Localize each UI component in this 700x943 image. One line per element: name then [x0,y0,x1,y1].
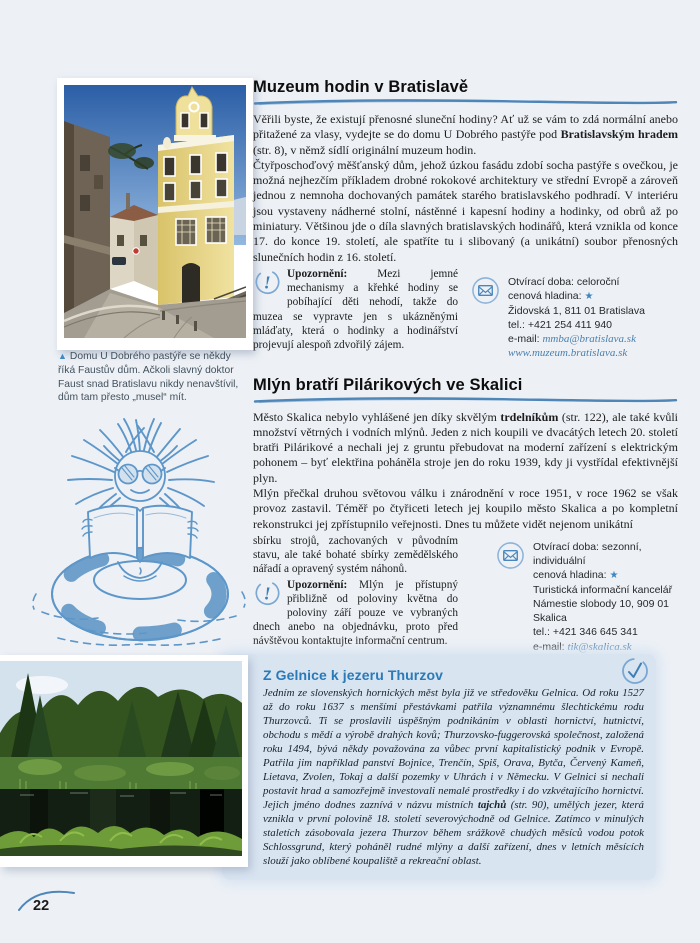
section2-warning-text: Upozornění: Mlýn je přístupný přibližně od poloviny května do poloviny září pouze ve vybraných dnech anebo na objednávku, proto před návštěvou kontaktujte informační centrum. [253,578,458,648]
website-link[interactable]: www.muzeum.bratislava.sk [508,347,628,360]
section1-contact-block [471,275,645,361]
thurzov-lake-photo [0,655,248,867]
price-level: cenová hladina: ★ [533,569,619,582]
svg-text:!: ! [263,583,271,604]
email-link[interactable]: tik@skalica.sk [567,640,632,653]
email-line: e-mail: mmba@bratislava.sk [508,333,636,346]
infobox-body: Jedním ze slovenských hornických měst byla již ve středověku Gelnica. Od roku 1527 až do roku 1637 s menšími přestávkami patřila významnému šlechtickému rodu Thurzovců. Ti se proslavili úspěšným podnikáním v oblasti hornictví, hutnictví, obchodu s mědí a výrobě drahých kovů; Thurzovsko-fuggerovská společnost, založená roku 1494, bývá někdy považována za vůbec první kapitalistický podnik v Evropě. Patřila jim například panství Bojnice, Trenčín, Spiš, Orava, Bytča, Červený Kameň, Lietava, Zvolen, Tokaj a další pozemky v Uhrách i v Německu. V Gelnici si nechali postavit hrad a samozřejmě investovali nemalé prostředky i do vzkvétajícího hornictví. Jejich jméno dodnes zaznívá v názvu místních tajchů (str. 90), umělých jezer, která vznikla v první polovině 18. století severovýchodně od Gelnice. Zatímco v minulých staletích zásobovala jezera Thurzov během srážkově chudých měsíců vodou potok Schlossgrund, který poháněl rudné mlýny a další zařízení, dnes v letních měsících slouží jako oblíbené koupaliště a rekreační oblast. [263,687,645,867]
caption-text: Domu U Dobrého pastýře se někdy říká Faustův dům. Ačkoli slavný doktor Faust snad Bratislavu nikdy nenavštívil, dům tam přesto „musel“ mít. [58,351,239,404]
address: Námestie slobody 10, 909 01 Skalica [533,598,670,625]
section1-paragraph-2: Čtyřposchoďový měšťanský dům, jehož úzkou fasádu zdobí socha pastýře s ovečkou, je možná nejhezčím příkladem drobné rokokové architektury ve střední Evropě a zároveň jednou z nemnoha dochovaných památek starého bratislavského podhradí. V interiéru jsou vystaveny nádherné stolní, nástěnné i kapesní hodiny a hodinky, od obrů až po miniatury. Většinou jde o díla slavných bratislavských hodinářů, která vznikla od konce 17. do konce 19. století, ale spatříte tu i slibovaný (a unikátní) soubor přenosných slunečních hodin z 16. století. [253,157,678,264]
infobox-title: Z Gelnice k jezeru Thurzov [263,667,443,683]
check-circle-icon [620,656,650,686]
section-muzeum-hodin [253,77,678,361]
section2-paragraph-1: Město Skalica nebylo vyhlášené jen díky skvělým trdelníkům (str. 122), ale také kvůli množství větrných i vodních mlýnů. Jeden z nich koupili ve dvacátých letech 20. století bratři Pilárikové a nechali jej z gruntu přebudovat na moderní zařízení s elektrickým pohonem – byť elektřina poháněla stroje jen do roku 1939, kdy ji vystřídal efektivnější plyn. [253,409,678,485]
star-icon: ★ [584,291,594,303]
info-envelope-icon [471,276,500,305]
main-text-column [253,70,678,668]
brush-underline [253,99,678,106]
section1-title: Muzeum hodin v Bratislavě [253,78,469,96]
section-mlyn-pilarikovych [253,375,678,668]
swim-ring-reader-cartoon [28,416,253,656]
bratislava-street-illustration [64,85,246,338]
section2-paragraph-2: Mlýn přečkal druhou světovou válku i znárodnění v roce 1951, v roce 1962 se však provoz zastavil. Téměř po čtyřiceti letech jej koupilo město Skalica a po kompletní rekonstrukci jej zpřístupnilo veřejnosti. Dnes tu můžete vidět nejenom unikátní [253,486,678,531]
swim-ring-reader-illustration [28,416,253,651]
thurzov-lake-illustration [0,661,242,856]
brush-underline [253,397,678,404]
opening-hours: Otvírací doba: sezonní, individuální [533,540,642,567]
svg-text:!: ! [263,272,271,293]
warning-icon [253,268,282,296]
section1-warning-text: Upozornění: Mezi jemné mechanismy a křehké hodiny se pobíhající děti nehodí, takže do muzea se vypravte jen s ukázněnými mláďaty, která o hodinky a hodinářství projevují alespoň zdvořilý zájem. [253,267,458,351]
section2-left-column [253,534,458,649]
office: Turistická informační kancelář [533,584,673,597]
section2-contact-block [496,540,678,668]
section1-warning [253,267,458,352]
section2-paragraph-3: sbírku strojů, zachovaných v původním stavu, ale také bohaté sbírky zemědělského nářadí a opravený systém náhonů. [253,534,458,576]
info-envelope-icon [496,541,525,570]
section2-title: Mlýn bratří Pilárikových ve Skalici [253,375,523,394]
warning-icon [253,579,282,607]
phone: tel.: +421 254 411 940 [508,319,613,332]
phone: tel.: +421 346 645 341 [533,626,638,639]
price-level: cenová hladina: ★ [508,290,594,303]
caption-arrow-icon: ▲ [58,351,67,361]
photo-caption [58,350,250,405]
address: Židovská 1, 811 01 Bratislava [508,305,645,318]
email-link[interactable]: mmba@bratislava.sk [542,333,636,346]
opening-hours: Otvírací doba: celoroční [508,275,620,288]
star-icon: ★ [609,570,619,582]
section2-warning [253,578,458,649]
bratislava-street-photo [57,78,253,350]
email-line: e-mail: tik@skalica.sk [533,640,632,653]
page-number: 22 [33,898,50,914]
infobox-gelnice-thurzov [222,654,656,880]
section1-paragraph-1: Věřili byste, že existují přenosné sluneční hodiny? Ať už se vám to zdá normální anebo přitažené za vlasy, vydejte se do domu U Dobrého pastýře pod Bratislavským hradem (str. 8), v němž sídlí originální muzeum hodin. [253,112,678,157]
